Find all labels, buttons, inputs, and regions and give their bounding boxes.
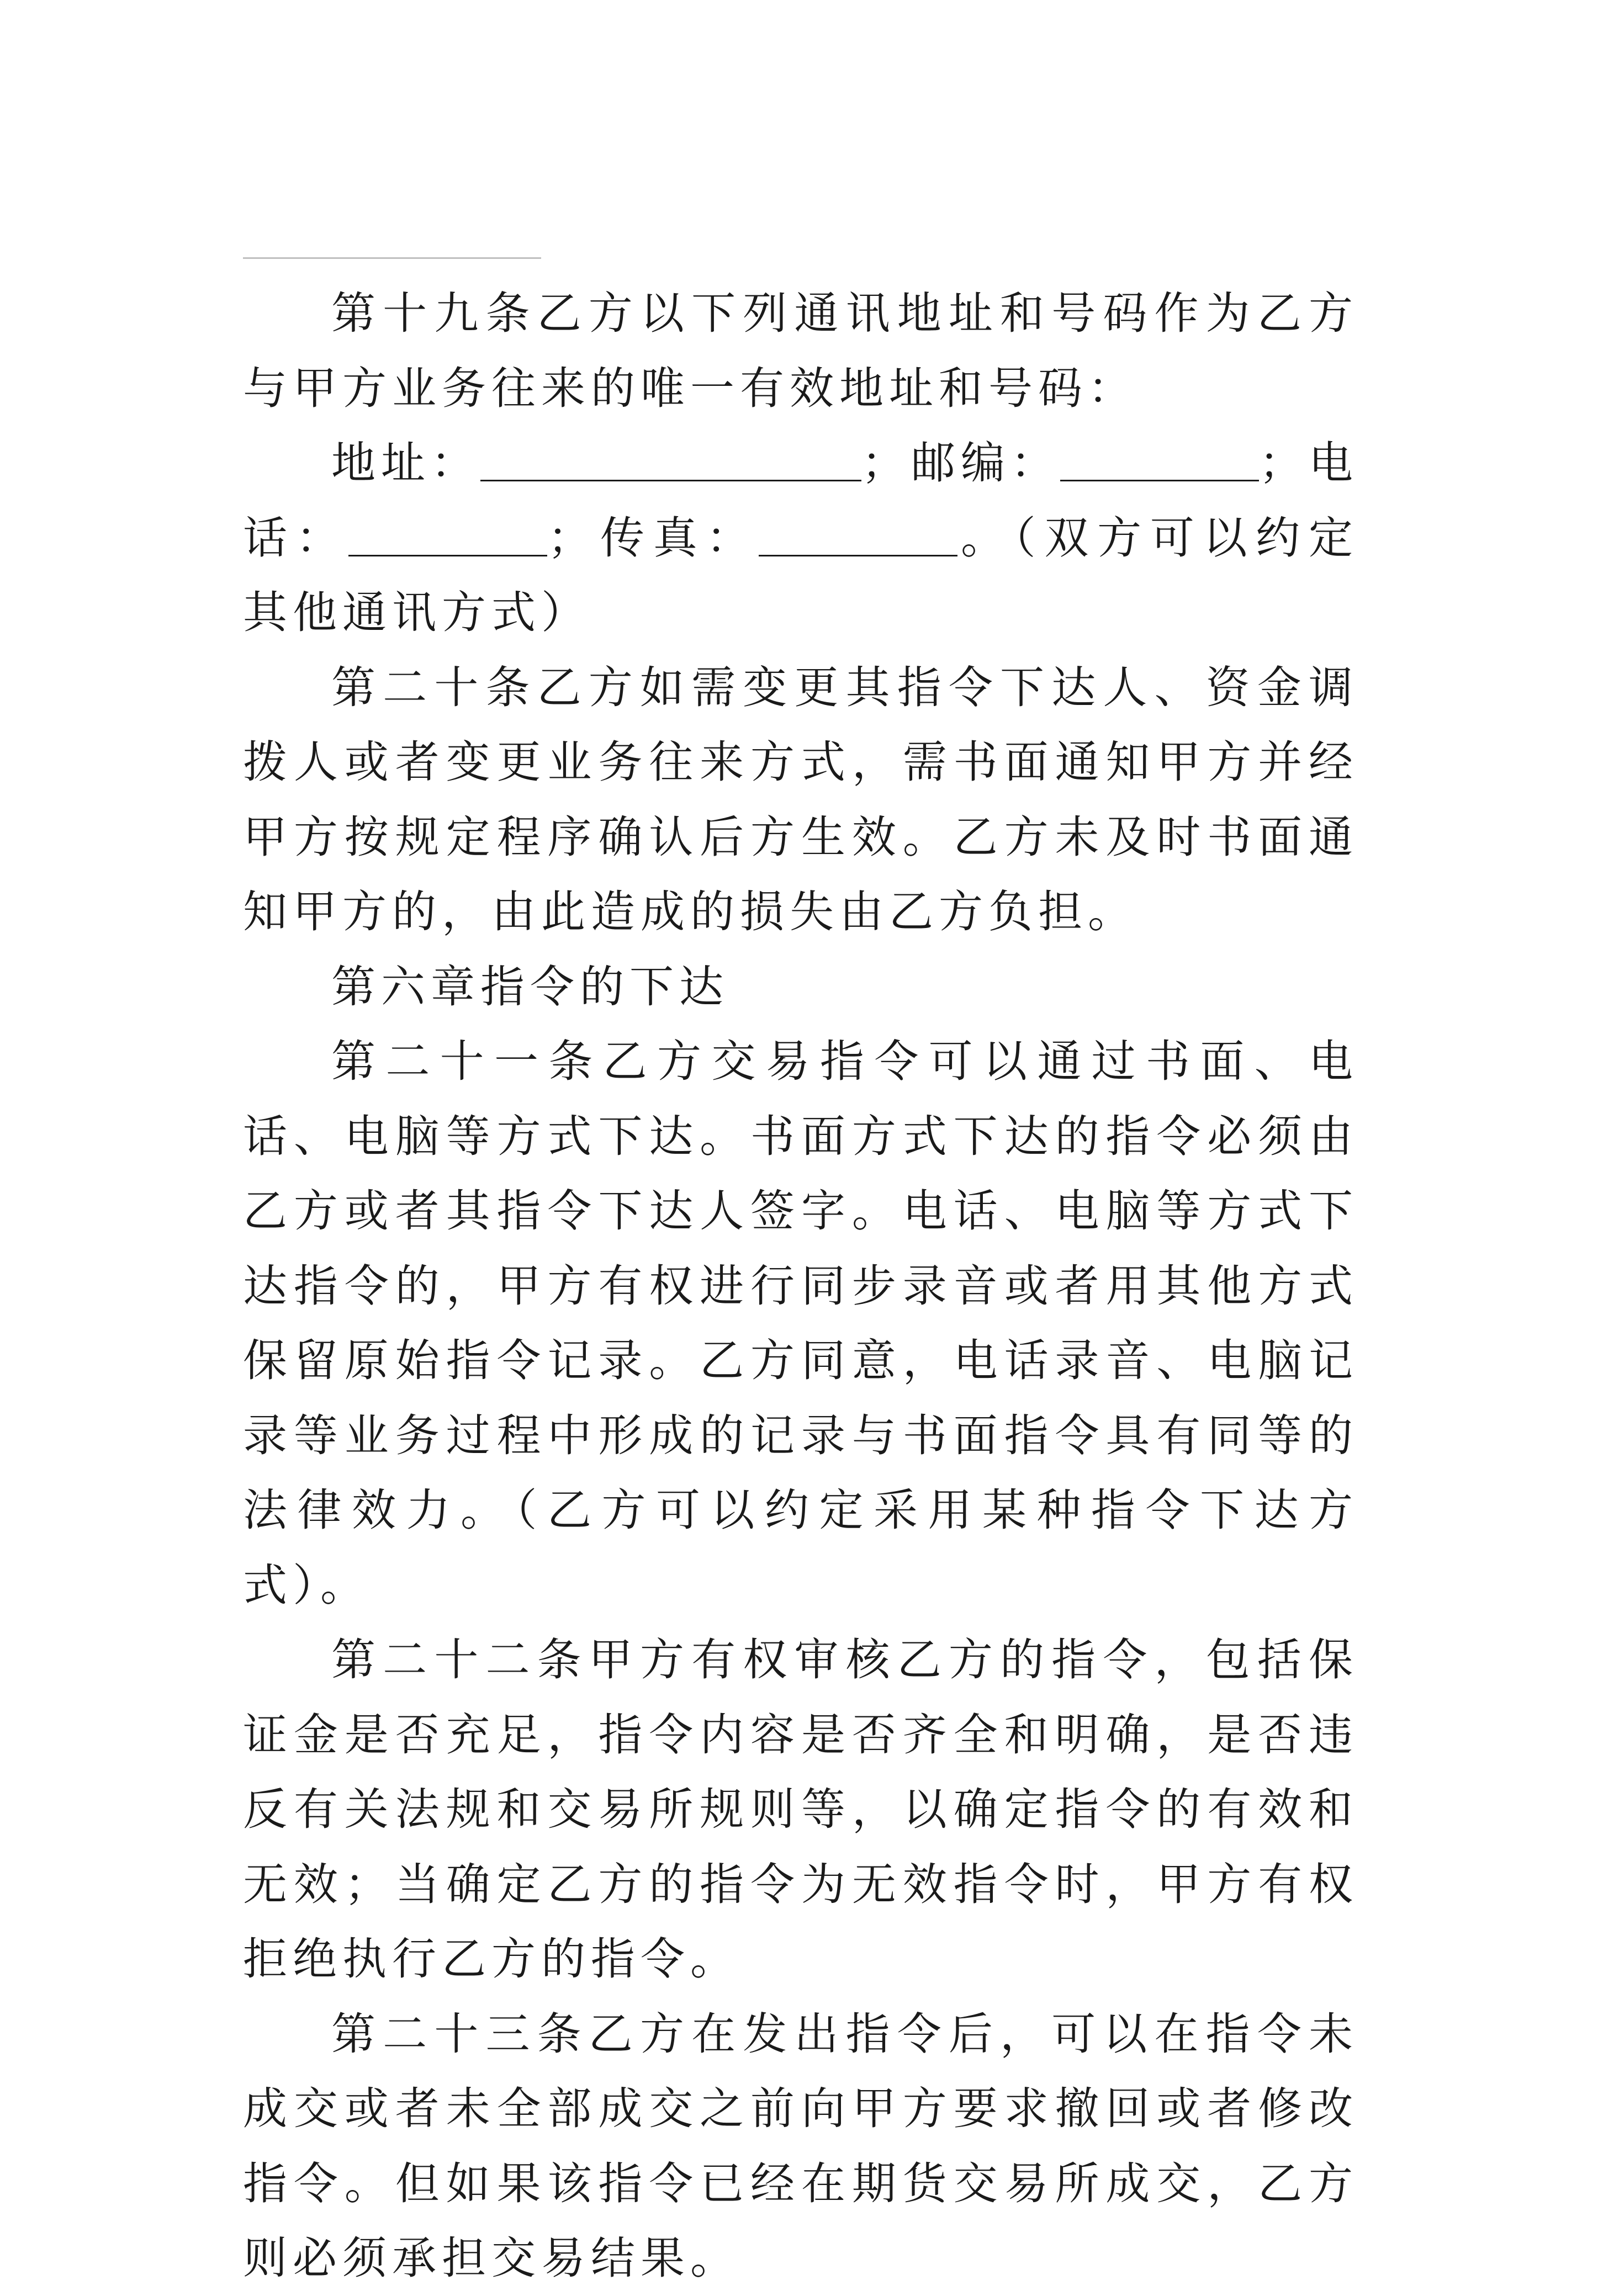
article-22: 第二十二条甲方有权审核乙方的指令，包括保证金是否充足，指令内容是否齐全和明确，是否违反有关法规和交易所规则等，以确定指令的有效和无效；当确定乙方的指令为无效指令时，甲方有权拒绝执行乙方的指令。 [243,1634,1358,1985]
address-label: 地址： [331,437,480,489]
footnote-separator-rule [243,257,541,259]
contact-info-line [243,426,1358,650]
article-21: 第二十一条乙方交易指令可以通过书面、电话、电脑等方式下达。书面方式下达的指令必须由乙方或者其指令下达人签字。电话、电脑等方式下达指令的，甲方有权进行同步录音或者用其他方式保留原始指令记录。乙方同意，电话录音、电脑记录等业务过程中形成的记录与书面指令具有同等的法律效力。（乙方可以约定采用某种指令下达方式）。 [243,1036,1358,1611]
phone-label: ；电话： [243,437,1358,564]
address-blank [480,436,861,481]
chapter-6-heading: 第六章指令的下达 [331,961,729,1012]
document-body [243,276,1358,2296]
fax-label: ；传真： [547,512,759,564]
postcode-label: ；邮编： [861,437,1060,489]
contact-note: 。（双方可以约定其他通讯方式） [243,512,1359,638]
article-19: 第十九条乙方以下列通讯地址和号码作为乙方与甲方业务往来的唯一有效地址和号码： [243,288,1358,414]
fax-blank [759,511,957,556]
article-23: 第二十三条乙方在发出指令后，可以在指令未成交或者未全部成交之前向甲方要求撤回或者修改指令。但如果该指令已经在期货交易所成交，乙方则必须承担交易结果。 [243,2008,1358,2284]
phone-blank [348,511,547,556]
postcode-blank [1060,436,1259,481]
article-20: 第二十条乙方如需变更其指令下达人、资金调拨人或者变更业务往来方式，需书面通知甲方并经甲方按规定程序确认后方生效。乙方未及时书面通知甲方的，由此造成的损失由乙方负担。 [243,661,1358,937]
